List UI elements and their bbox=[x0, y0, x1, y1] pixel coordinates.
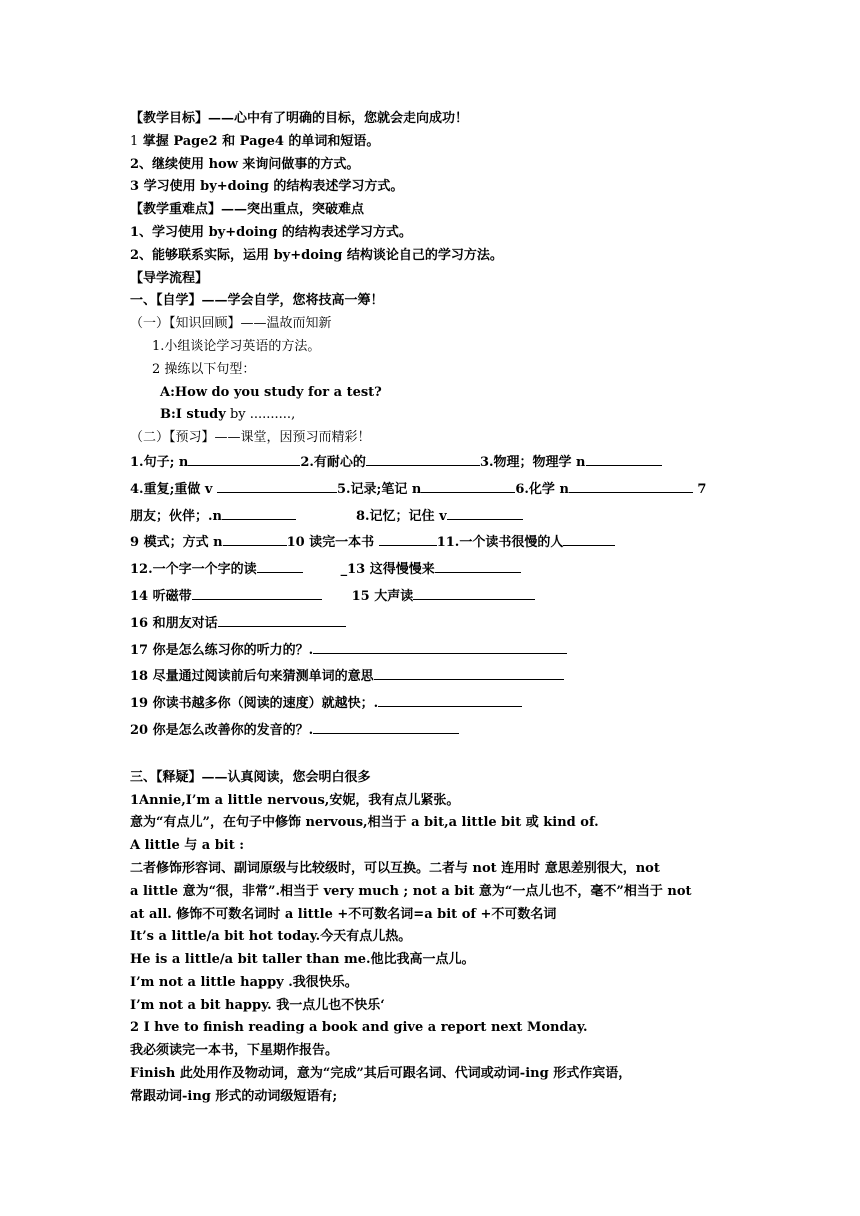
explain-line-12: 我必须读完一本书，下星期作报告。 bbox=[130, 1043, 339, 1059]
explain-line-13: Finish 此处用作及物动词，意为“完成”其后可跟名词、代词或动词-ing 形式作宾语， bbox=[130, 1066, 632, 1082]
exercise-prompt: 7 bbox=[692, 481, 707, 497]
answer-blank[interactable] bbox=[413, 587, 535, 600]
exercise-prompt: 6.化学 n bbox=[515, 481, 569, 497]
objective-item-3 bbox=[130, 176, 742, 199]
explain-line-4: 二者修饰形容词、副词原级与比较级时，可以互换。二者与 not 连用时 意思差别很大，not bbox=[130, 860, 660, 876]
exercise-prompt: 4.重复;重做 v bbox=[130, 481, 217, 497]
explain-line-14: 常跟动词-ing 形式的动词级短语有; bbox=[130, 1088, 338, 1104]
review-heading: （一）【知识回顾】——温故而知新 bbox=[130, 316, 332, 332]
dialogue-b-bold: B:I study bbox=[160, 407, 226, 423]
answer-blank[interactable] bbox=[223, 533, 287, 546]
exercise-prompt: 1.句子; n bbox=[130, 454, 189, 470]
dialogue-b-rest: by .........., bbox=[225, 407, 296, 423]
explain-line-6: at all. 修饰不可数名词时 a little +不可数名词=a bit of +不可数名词 bbox=[130, 906, 557, 922]
objective-number: 3 bbox=[130, 179, 140, 195]
objectives-heading: 【教学目标】——心中有了明确的目标，您就会走向成功！ bbox=[130, 111, 469, 126]
objective-item-1 bbox=[130, 131, 742, 154]
exercise-row-4 bbox=[130, 530, 742, 557]
exercise-row-1 bbox=[130, 450, 742, 477]
dialogue-line-b bbox=[130, 404, 742, 427]
explain-line-2: 意为“有点儿”，在句子中修饰 nervous,相当于 a bit,a little bit 或 kind of. bbox=[130, 815, 599, 831]
explain-line-8: He is a little/a bit taller than me.他比我高一点儿。 bbox=[130, 952, 475, 968]
answer-blank[interactable] bbox=[435, 560, 521, 573]
exercise-prompt: 12.一个字一个字的读 bbox=[130, 562, 257, 578]
exercise-row-11 bbox=[130, 718, 742, 745]
explain-line-1: 1Annie,I’m a little nervous,安妮，我有点儿紧张。 bbox=[130, 792, 460, 808]
answer-blank[interactable] bbox=[378, 694, 522, 707]
objective-number: 2、 bbox=[130, 156, 153, 172]
exercise-row-6 bbox=[130, 584, 742, 611]
flow-heading: 【导学流程】 bbox=[130, 270, 209, 286]
dialogue-line-a: A:How do you study for a test? bbox=[160, 384, 382, 400]
exercise-prompt: 18 尽量通过阅读前后句来猜测单词的意思 bbox=[130, 669, 374, 685]
answer-blank[interactable] bbox=[313, 721, 459, 734]
explain-line-10: I’m not a bit happy. 我一点儿也不快乐‘ bbox=[130, 997, 385, 1013]
answer-blank[interactable] bbox=[569, 480, 693, 493]
key-point-item-2: 2、能够联系实际，运用 by+doing 结构谈论自己的学习方法。 bbox=[130, 247, 503, 263]
exercise-prompt: 5.记录;笔记 n bbox=[336, 481, 422, 497]
exercise-prompt: 9 模式；方式 n bbox=[130, 535, 223, 551]
explain-line-7: It’s a little/a bit hot today.今天有点儿热。 bbox=[130, 929, 412, 945]
review-item-2: 2 操练以下句型： bbox=[152, 361, 256, 377]
exercise-prompt: 8.记忆；记住 v bbox=[355, 508, 447, 524]
review-item-1: 1.小组谈论学习英语的方法。 bbox=[152, 338, 321, 354]
exercise-prompt: 2.有耐心的 bbox=[300, 454, 366, 470]
exercise-prompt: 14 听磁带 bbox=[130, 588, 192, 604]
self-study-heading: 一、【自学】——学会自学，您将技高一筹！ bbox=[130, 293, 384, 309]
answer-blank[interactable] bbox=[366, 453, 480, 466]
explain-heading: 三、【释疑】——认真阅读，您会明白很多 bbox=[130, 769, 371, 785]
preview-heading: （二）【预习】——课堂，因预习而精彩！ bbox=[130, 430, 371, 446]
exercise-prompt: _13 这得慢慢来 bbox=[340, 562, 435, 578]
exercise-row-2 bbox=[130, 477, 742, 504]
explain-line-11: 2 I hve to finish reading a book and give a report next Monday. bbox=[130, 1020, 588, 1036]
exercise-prompt: 11.一个读书很慢的人 bbox=[436, 535, 564, 551]
exercise-prompt: 15 大声读 bbox=[351, 588, 414, 604]
key-point-item-1: 1、学习使用 by+doing 的结构表述学习方式。 bbox=[130, 224, 412, 240]
exercise-row-8 bbox=[130, 638, 742, 665]
answer-blank[interactable] bbox=[447, 507, 523, 520]
key-points-heading: 【教学重难点】——突出重点，突破难点 bbox=[130, 202, 365, 218]
answer-blank[interactable] bbox=[374, 667, 564, 680]
exercise-row-5 bbox=[130, 557, 742, 584]
explain-line-3: A little 与 a bit : bbox=[130, 838, 245, 854]
exercise-prompt: 朋友；伙伴；.n bbox=[130, 508, 222, 524]
explain-line-9: I’m not a little happy .我很快乐。 bbox=[130, 974, 358, 990]
answer-blank[interactable] bbox=[421, 480, 515, 493]
exercise-prompt: 17 你是怎么练习你的听力的？. bbox=[130, 642, 314, 658]
answer-blank[interactable] bbox=[563, 533, 615, 546]
exercise-row-9 bbox=[130, 664, 742, 691]
objective-text: 学习使用 by+doing 的结构表述学习方式。 bbox=[139, 179, 404, 195]
exercise-prompt: 20 你是怎么改善你的发音的？. bbox=[130, 722, 314, 738]
answer-blank[interactable] bbox=[313, 641, 567, 654]
exercise-row-7 bbox=[130, 611, 742, 638]
worksheet-page bbox=[130, 108, 742, 1109]
exercise-prompt: 10 读完一本书 bbox=[286, 535, 379, 551]
objective-text: 继续使用 how 来询问做事的方式。 bbox=[152, 156, 360, 172]
exercise-prompt: 16 和朋友对话 bbox=[130, 615, 218, 631]
answer-blank[interactable] bbox=[217, 480, 337, 493]
answer-blank[interactable] bbox=[379, 533, 437, 546]
explain-line-5: a little 意为“很，非常”.相当于 very much ; not a bit 意为“一点儿也不，毫不”相当于 not bbox=[130, 883, 692, 899]
exercise-row-3 bbox=[130, 504, 742, 531]
exercise-prompt: 3.物理；物理学 n bbox=[479, 454, 586, 470]
answer-blank[interactable] bbox=[222, 507, 296, 520]
answer-blank[interactable] bbox=[188, 453, 300, 466]
objective-text: 掌握 Page2 和 Page4 的单词和短语。 bbox=[138, 133, 380, 149]
objective-number: 1 bbox=[130, 133, 139, 149]
objective-item-2 bbox=[130, 154, 742, 177]
exercise-prompt: 19 你读书越多你（阅读的速度）就越快；. bbox=[130, 696, 379, 712]
answer-blank[interactable] bbox=[218, 614, 346, 627]
answer-blank[interactable] bbox=[257, 560, 303, 573]
answer-blank[interactable] bbox=[586, 453, 662, 466]
exercise-row-10 bbox=[130, 691, 742, 718]
answer-blank[interactable] bbox=[192, 587, 322, 600]
